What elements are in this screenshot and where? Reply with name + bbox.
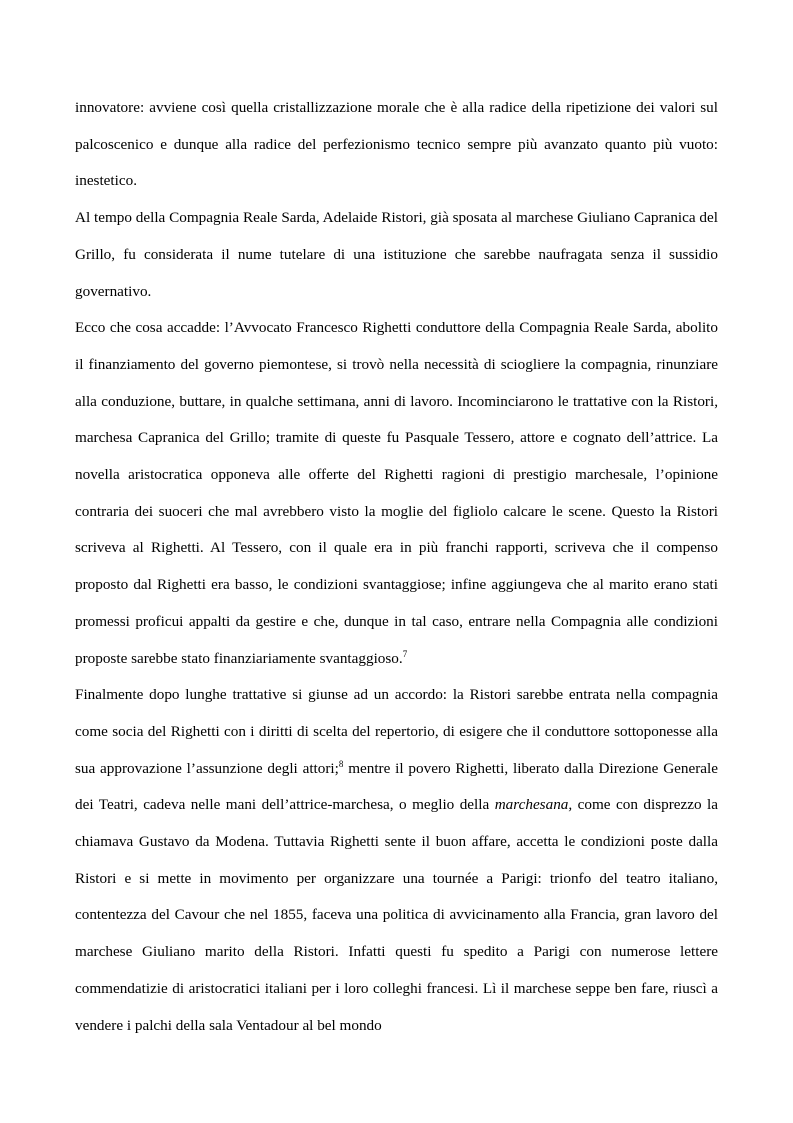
paragraph-3-text: Ecco che cosa accadde: l’Avvocato Francesco Righetti conduttore della Compagnia Reale Sarda, abolito il finanziamento del governo piemontese, si trovò nella necessità di sciogliere la compagnia, rinunziare alla conduzione, buttare, in qualche settimana, anni di lavoro. Incominciarono le trattative con la Ristori, marchesa Capranica del Grillo; tramite di queste fu Pasquale Tessero, attore e cognato dell’attrice. La novella aristocratica opponeva alle offerte del Righetti ragioni di prestigio marchesale, l’opinione contraria dei suoceri che mal avrebbero visto la moglie del figliolo calcare le scene. Questo la Ristori scriveva al Righetti. Al Tessero, con il quale era in più franchi rapporti, scriveva che il compenso proposto dal Righetti era basso, le condizioni svantaggiose; infine aggiungeva che al marito erano stati promessi proficui appalti da gestire e che, dunque in tal caso, entrare nella Compagnia alle condizioni proposte sarebbe stato finanziariamente svantaggioso. bbox=[75, 319, 718, 667]
footnote-ref-7[interactable]: 7 bbox=[402, 648, 408, 659]
paragraph-1: innovatore: avviene così quella cristallizzazione morale che è alla radice della ripetizione dei valori sul palcoscenico e dunque alla radice del perfezionismo tecnico sempre più avanzato quanto più vuoto: inestetico. bbox=[75, 99, 718, 190]
paragraph-4-italic: marchesana, bbox=[494, 796, 573, 814]
paragraph-3 bbox=[75, 310, 718, 677]
paragraph-4-text-a: Finalmente dopo lunghe trattative si giunse ad un accordo: la Ristori sarebbe entrata nella compagnia come socia del Righetti con i diritti di scelta del repertorio, di esigere che il conduttore sottoponesse alla sua approvazione l’assunzione degli attori; bbox=[75, 686, 718, 777]
page-body bbox=[75, 90, 718, 1044]
paragraph-2: Al tempo della Compagnia Reale Sarda, Adelaide Ristori, già sposata al marchese Giuliano Capranica del Grillo, fu considerata il nume tutelare di una istituzione che sarebbe naufragata senza il sussidio governativo. bbox=[75, 209, 718, 300]
paragraph-4-text-c: come con disprezzo la chiamava Gustavo da Modena. Tuttavia Righetti sente il buon affare, accetta le condizioni poste dalla Ristori e si mette in movimento per organizzare una tournée a Parigi: trionfo del teatro italiano, contentezza del Cavour che nel 1855, faceva una politica di avvicinamento alla Francia, gran lavoro del marchese Giuliano marito della Ristori. Infatti questi fu spedito a Parigi con numerose lettere commendatizie di aristocratici italiani per i loro colleghi francesi. Lì il marchese seppe ben fare, riuscì a vendere i palchi della sala Ventadour al bel mondo bbox=[75, 796, 718, 1034]
paragraph-4 bbox=[75, 677, 718, 1044]
paragraph-4-text-b: mentre il povero Righetti, liberato dalla Direzione Generale dei Teatri, cadeva nelle mani dell’attrice-marchesa, o meglio della bbox=[75, 759, 718, 814]
footnote-ref-8[interactable]: 8 bbox=[338, 758, 344, 769]
